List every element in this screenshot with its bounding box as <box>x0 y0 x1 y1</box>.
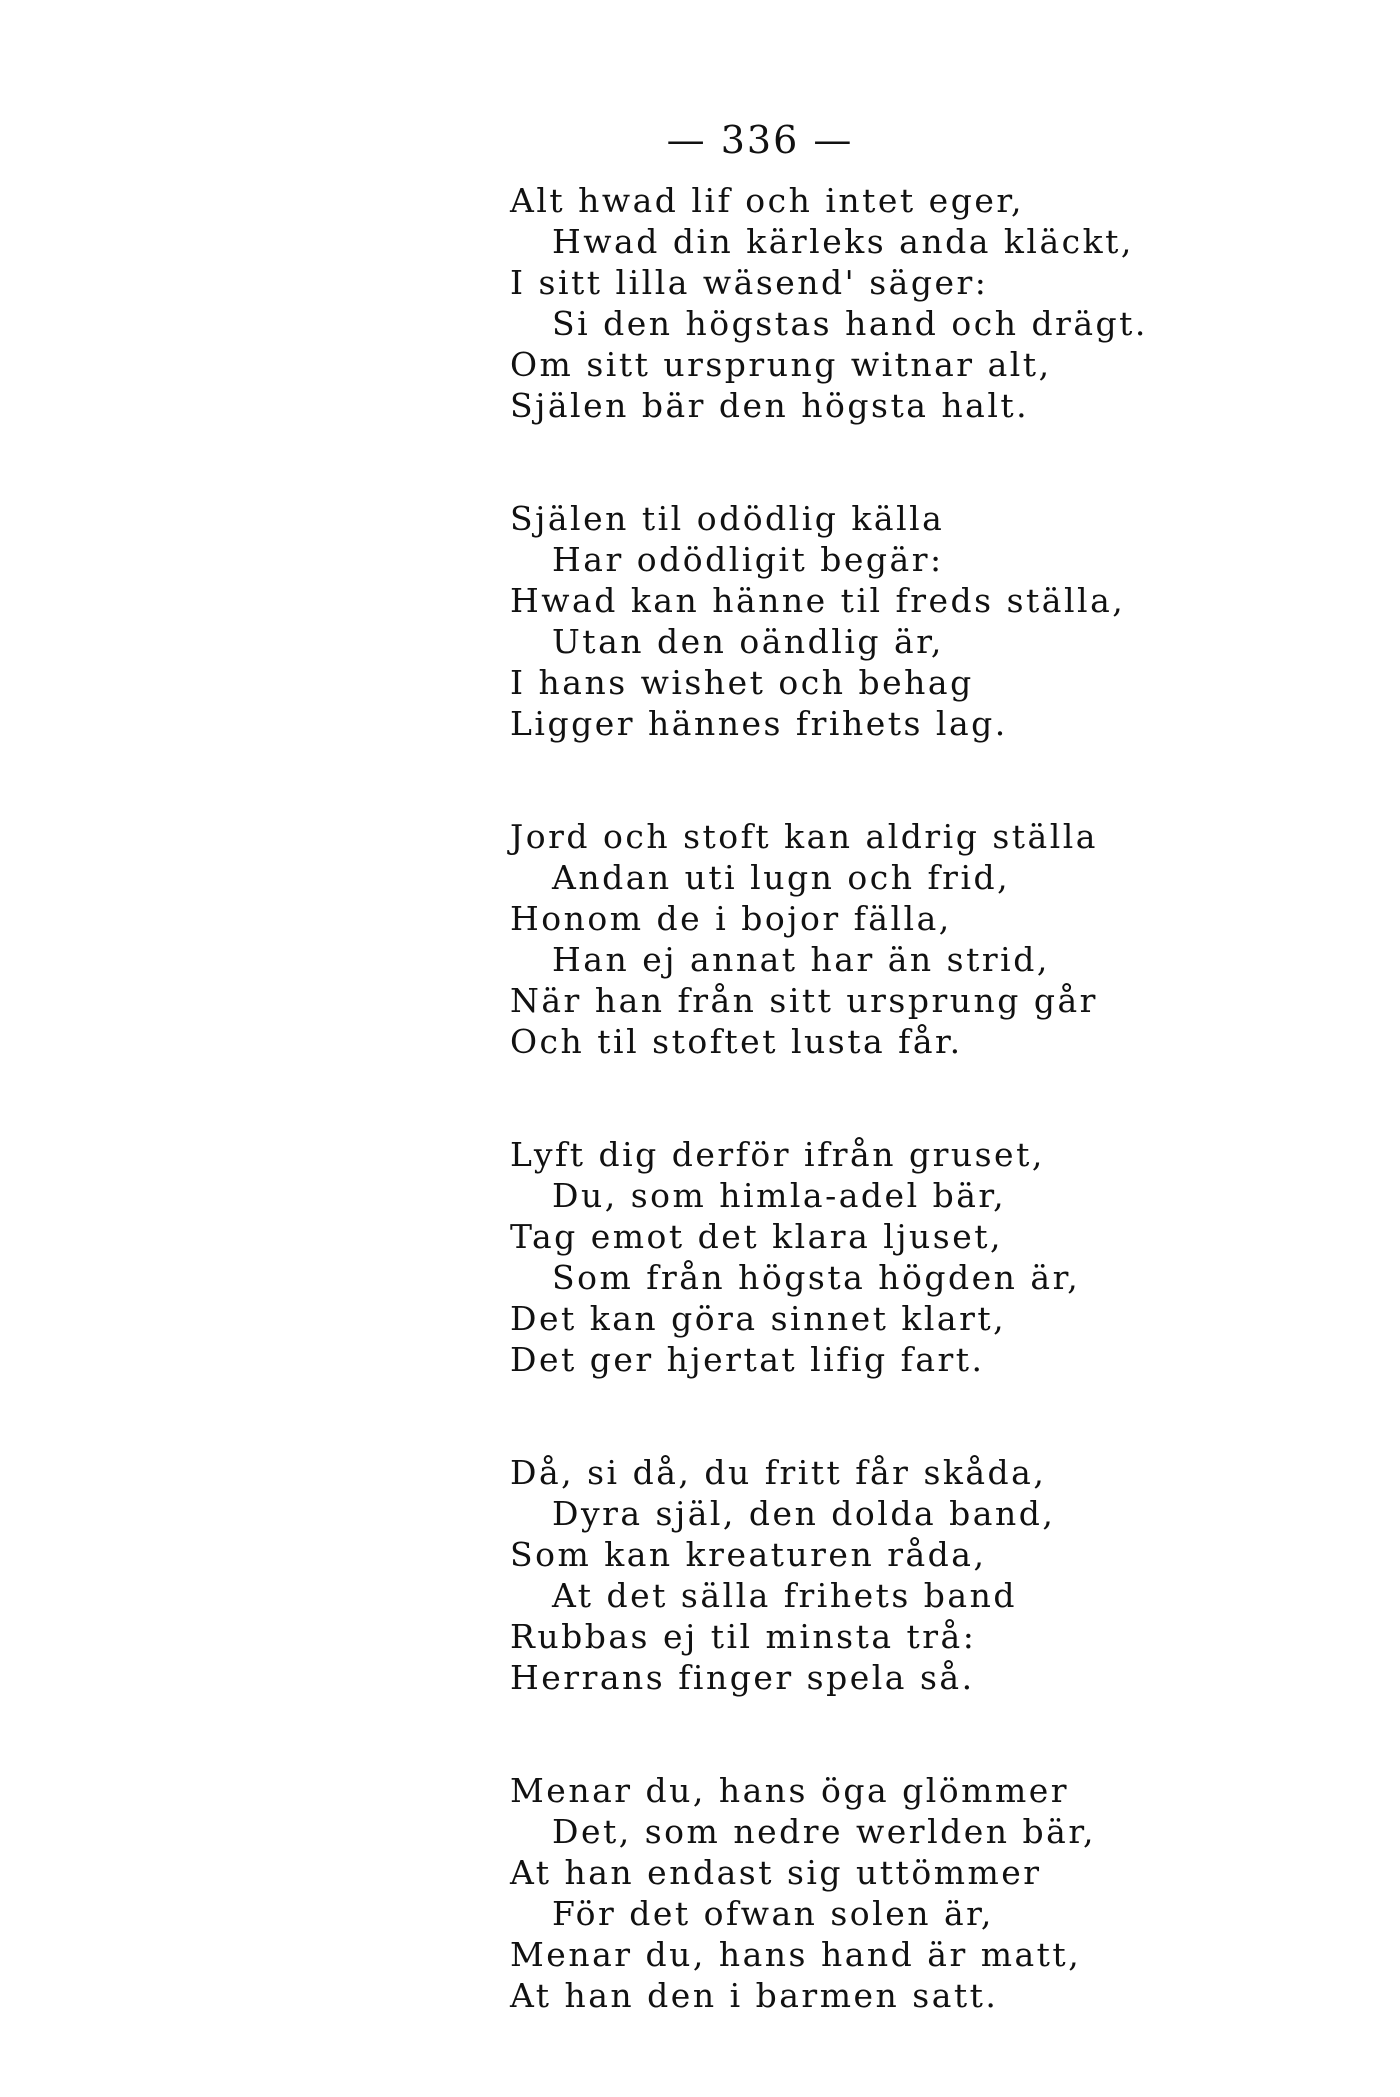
verse-line: Det, som nedre werlden bär, <box>552 1812 1096 1851</box>
verse-line: At det sälla frihets band <box>552 1576 1017 1615</box>
verse-line: Hwad din kärleks anda kläckt, <box>552 222 1134 261</box>
verse-line: Tag emot det klara ljuset, <box>510 1217 1004 1256</box>
verse-line: När han från sitt ursprung går <box>510 981 1098 1020</box>
verse-line: Menar du, hans hand är matt, <box>510 1935 1082 1974</box>
stanza-2 <box>510 498 1370 744</box>
stanza-6 <box>510 1770 1370 2016</box>
verse-line: Utan den oändlig är, <box>552 622 944 661</box>
verse-line: Själen bär den högsta halt. <box>510 386 1030 425</box>
verse-line: I sitt lilla wäsend' säger: <box>510 263 989 302</box>
stanza-3 <box>510 816 1370 1062</box>
verse-line: Då, si då, du fritt får skåda, <box>510 1453 1047 1492</box>
verse-line: Han ej annat har än strid, <box>552 940 1050 979</box>
verse-line: Som från högsta högden är, <box>552 1258 1081 1297</box>
verse-line: Om sitt ursprung witnar alt, <box>510 345 1052 384</box>
verse-line: Dyra själ, den dolda band, <box>552 1494 1056 1533</box>
verse-line: At han den i barmen satt. <box>510 1976 999 2015</box>
verse-line: Honom de i bojor fälla, <box>510 899 952 938</box>
verse-line: Och til stoftet lusta får. <box>510 1022 963 1061</box>
verse-line: Jord och stoft kan aldrig ställa <box>510 817 1098 856</box>
stanza-1 <box>510 180 1370 426</box>
verse-line: Andan uti lugn och frid, <box>552 858 1011 897</box>
stanza-4 <box>510 1134 1370 1380</box>
verse-line: Menar du, hans öga glömmer <box>510 1771 1070 1810</box>
verse-line: Som kan kreaturen råda, <box>510 1535 987 1574</box>
verse-line: I hans wishet och behag <box>510 663 974 702</box>
verse-line: Det kan göra sinnet klart, <box>510 1299 1007 1338</box>
verse-line: Lyft dig derför ifrån gruset, <box>510 1135 1045 1174</box>
verse-line: För det ofwan solen är, <box>552 1894 994 1933</box>
verse-line: Si den högstas hand och drägt. <box>552 304 1148 343</box>
verse-line: Hwad kan hänne til freds ställa, <box>510 581 1126 620</box>
verse-line: Ligger hännes frihets lag. <box>510 704 1008 743</box>
stanza-5 <box>510 1452 1370 1698</box>
verse-line: At han endast sig uttömmer <box>510 1853 1042 1892</box>
verse-line: Rubbas ej til minsta trå: <box>510 1617 977 1656</box>
verse-line: Själen til odödlig källa <box>510 499 945 538</box>
poem <box>510 180 1370 2088</box>
verse-line: Du, som himla-adel bär, <box>552 1176 1007 1215</box>
verse-line: Det ger hjertat lifig fart. <box>510 1340 985 1379</box>
verse-line: Herrans finger spela så. <box>510 1658 975 1697</box>
verse-line: Alt hwad lif och intet eger, <box>510 181 1025 220</box>
verse-line: Har odödligit begär: <box>552 540 944 579</box>
page-number: — 336 — <box>666 118 854 162</box>
